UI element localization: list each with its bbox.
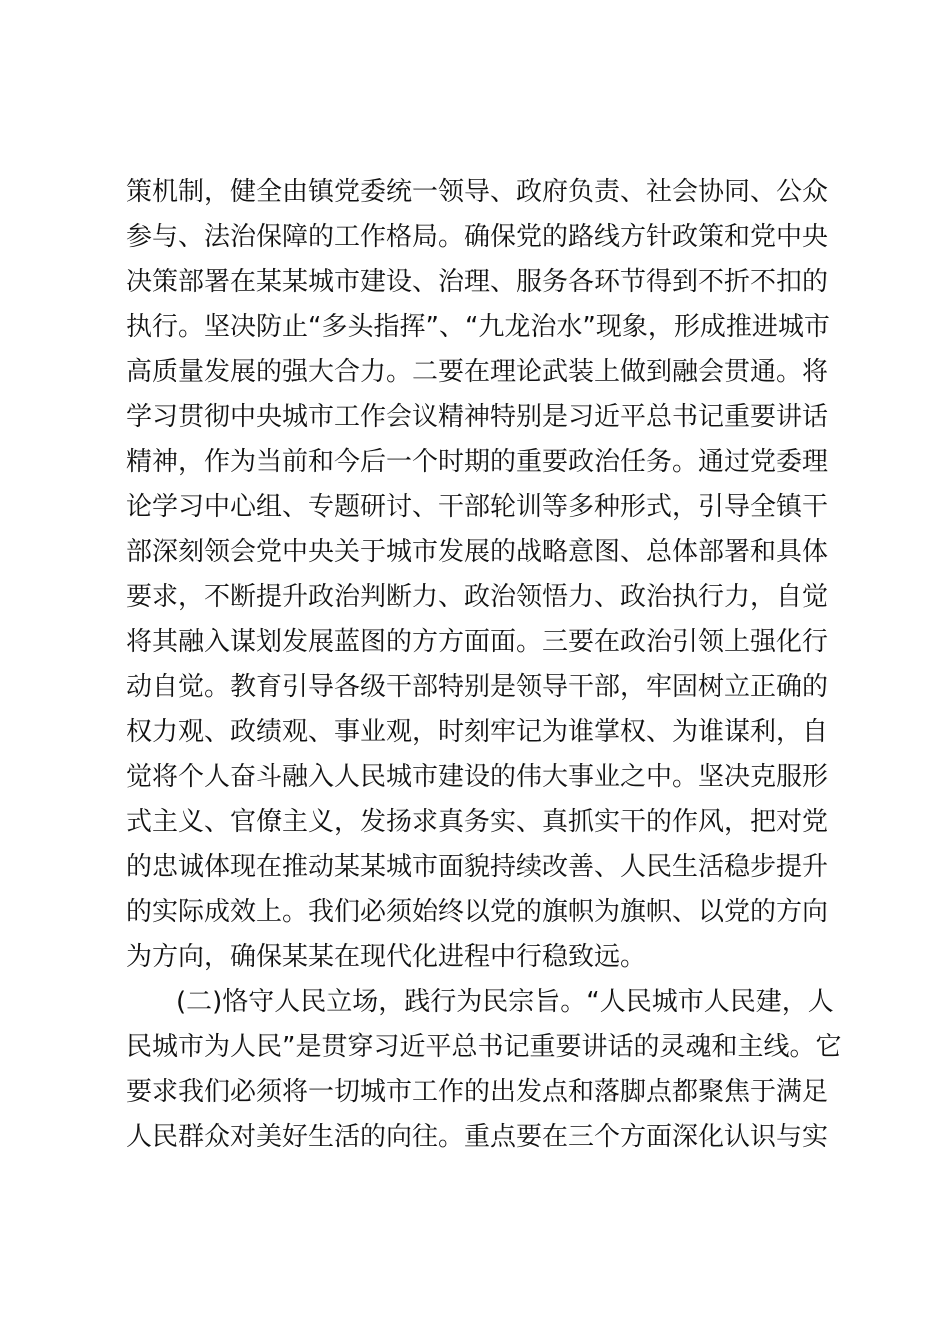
text-line: 执行。坚决防止“多头指挥”、“九龙治水”现象，形成推进城市 [126,312,830,342]
text-line: 精神，作为当前和今后一个时期的重要政治任务。通过党委理 [126,447,829,477]
text-line: 决策部署在某某城市建设、治理、服务各环节得到不折不扣的 [126,267,829,297]
text-line: 的忠诚体现在推动某某城市面貌持续改善、人民生活稳步提升 [126,852,829,882]
text-line: 策机制，健全由镇党委统一领导、政府负责、社会协同、公众 [126,177,829,207]
text-line: 觉将个人奋斗融入人民城市建设的伟大事业之中。坚决克服形 [126,762,829,792]
text-line: 权力观、政绩观、事业观，时刻牢记为谁掌权、为谁谋利，自 [126,717,829,747]
text-line: 式主义、官僚主义，发扬求真务实、真抓实干的作风，把对党 [126,807,829,837]
text-line: 要求我们必须将一切城市工作的出发点和落脚点都聚焦于满足 [126,1077,829,1107]
text-line: 学习贯彻中央城市工作会议精神特别是习近平总书记重要讲话 [126,402,829,432]
text-line: 要求，不断提升政治判断力、政治领悟力、政治执行力，自觉 [126,582,829,612]
text-line: 为方向，确保某某在现代化进程中行稳致远。 [126,942,647,972]
text-line: 参与、法治保障的工作格局。确保党的路线方针政策和党中央 [126,222,829,252]
section-heading-line: (二)恪守人民立场，践行为民宗旨。“人民城市人民建，人 [176,987,834,1017]
text-line: 部深刻领会党中央关于城市发展的战略意图、总体部署和具体 [126,537,829,567]
text-line: 人民群众对美好生活的向往。重点要在三个方面深化认识与实 [126,1122,829,1152]
text-line: 高质量发展的强大合力。二要在理论武装上做到融会贯通。将 [126,357,829,387]
text-line: 民城市为人民”是贯穿习近平总书记重要讲话的灵魂和主线。它 [126,1032,842,1062]
text-line: 将其融入谋划发展蓝图的方方面面。三要在政治引领上强化行 [126,627,829,657]
text-line: 的实际成效上。我们必须始终以党的旗帜为旗帜、以党的方向 [126,897,829,927]
text-line: 动自觉。教育引导各级干部特别是领导干部，牢固树立正确的 [126,672,829,702]
text-line: 论学习中心组、专题研讨、干部轮训等多种形式，引导全镇干 [126,492,829,522]
